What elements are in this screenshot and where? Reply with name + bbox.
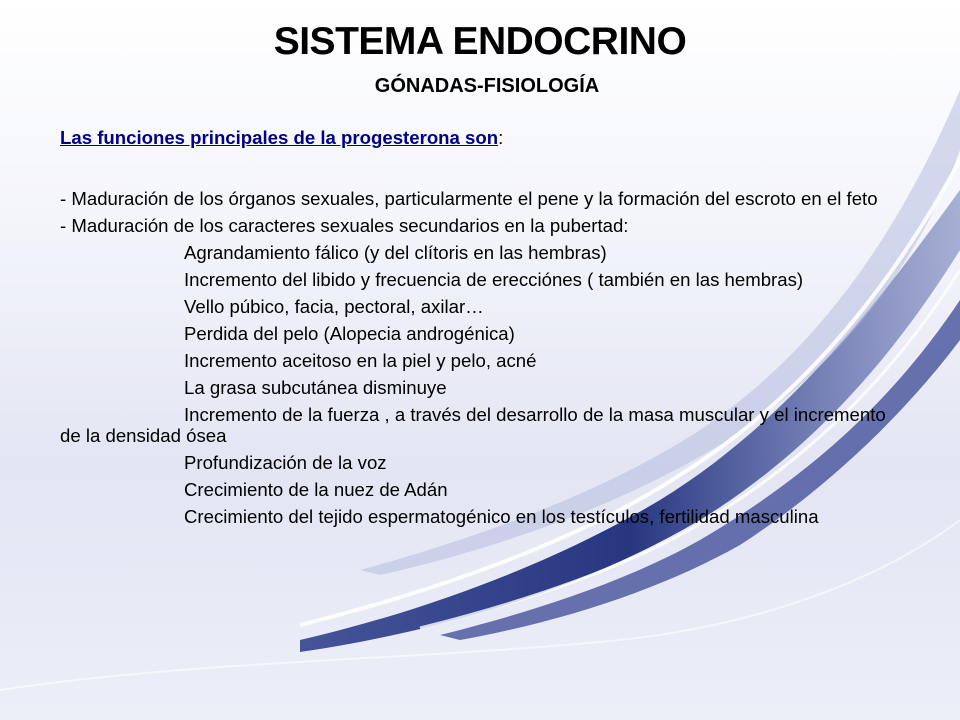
- subpoint-item: Perdida del pelo (Alopecia androgénica): [184, 323, 515, 344]
- subpoint-item: Crecimiento de la nuez de Adán: [184, 479, 448, 500]
- slide-subtitle: GÓNADAS-FISIOLOGÍA: [374, 75, 600, 97]
- slide-title: SISTEMA ENDOCRINO: [273, 20, 687, 63]
- subpoint-item: Profundización de la voz: [184, 452, 387, 473]
- subpoint-item: Crecimiento del tejido espermatogénico en los testículos, fertilidad masculina: [184, 506, 819, 527]
- subpoint-item: Vello púbico, facia, pectoral, axilar…: [184, 296, 484, 317]
- subpoint-item: Agrandamiento fálico (y del clítoris en las hembras): [184, 242, 607, 263]
- subpoint-item: Incremento aceitoso en la piel y pelo, acné: [184, 350, 537, 371]
- content-heading: [60, 127, 900, 148]
- subpoint-item: Incremento del libido y frecuencia de erecciónes ( también en las hembras): [184, 269, 804, 290]
- heading-colon: :: [498, 127, 504, 148]
- subpoint-item: Incremento de la fuerza , a través del desarrollo de la masa muscular y el incremento de la densidad ósea: [60, 404, 886, 446]
- slide-content: [60, 127, 900, 533]
- subpoint-item: La grasa subcutánea disminuye: [184, 377, 447, 398]
- heading-text: Las funciones principales de la progesterona son: [60, 127, 499, 148]
- point-item: - Maduración de los caracteres sexuales secundarios en la pubertad:: [60, 215, 629, 236]
- point-item: - Maduración de los órganos sexuales, particularmente el pene y la formación del escroto en el feto: [60, 188, 878, 209]
